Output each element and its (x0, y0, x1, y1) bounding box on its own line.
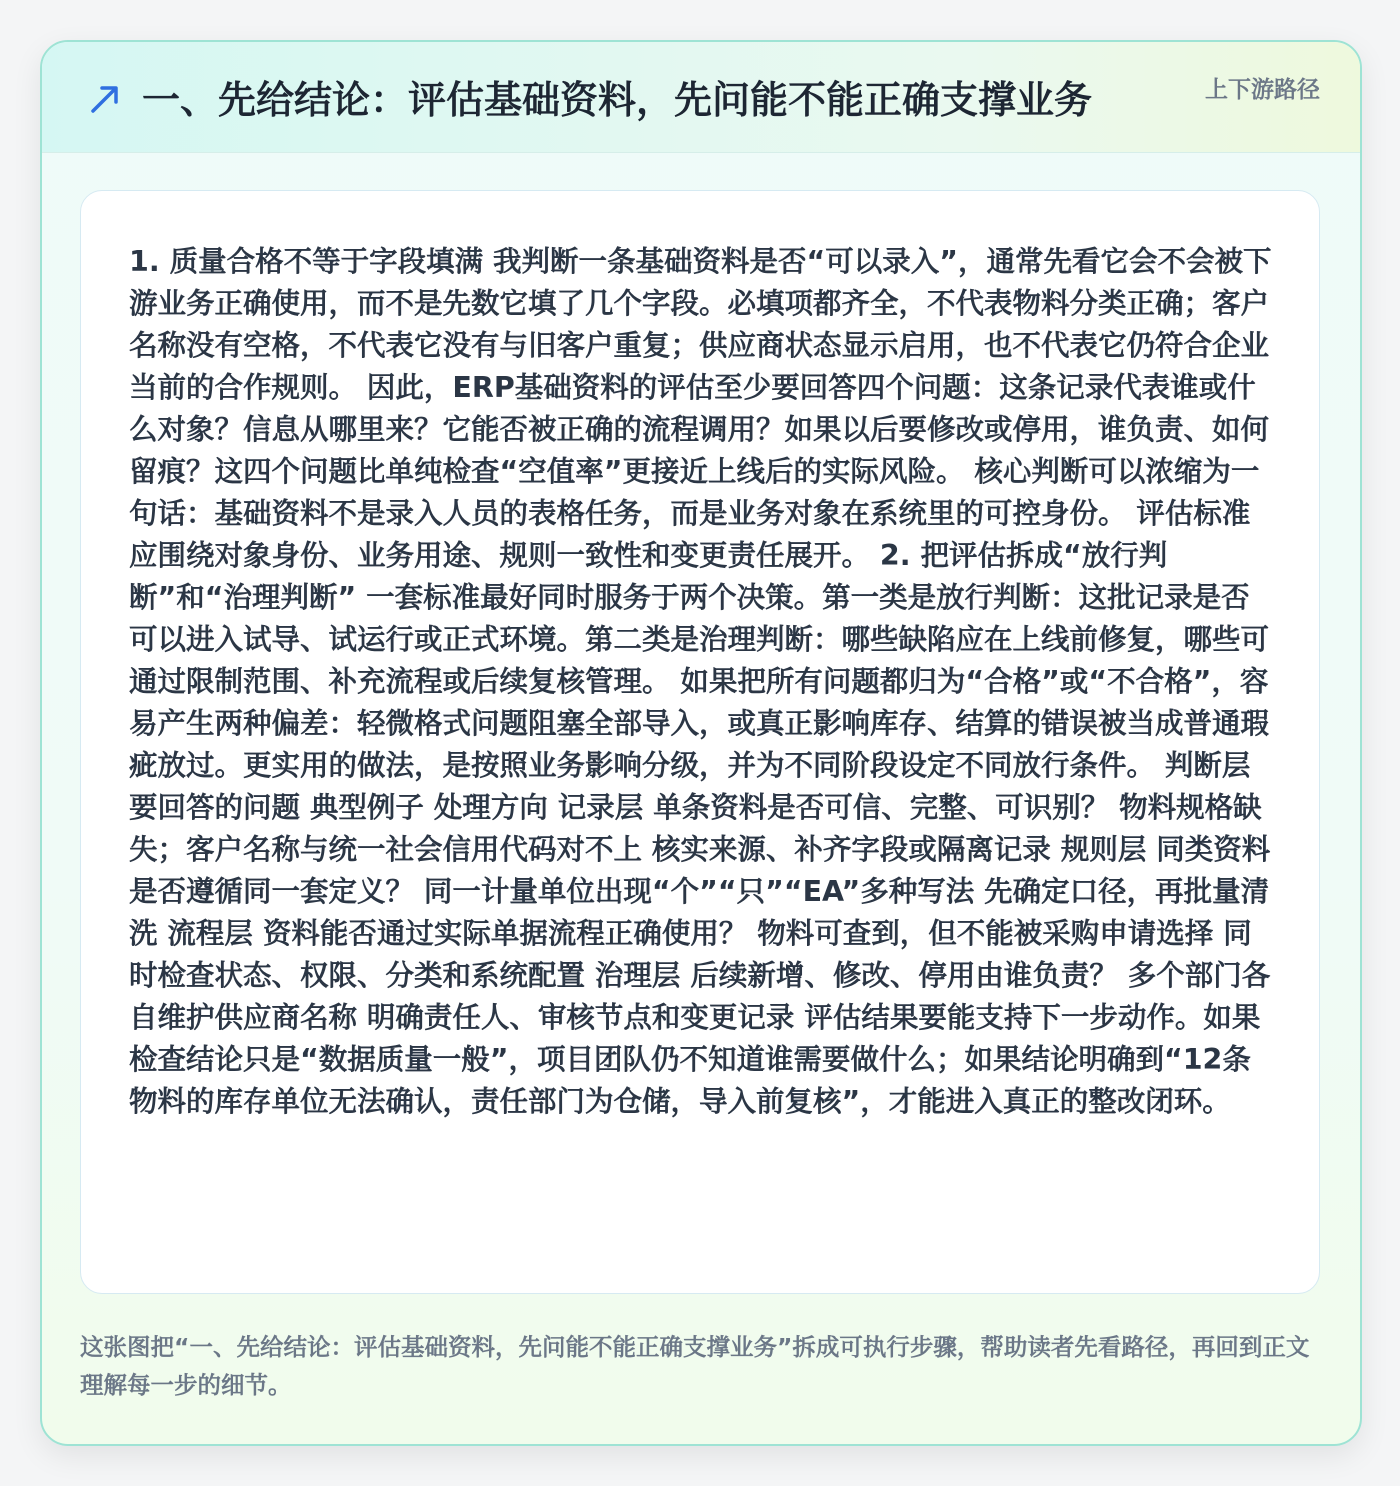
figure-caption: 这张图把“一、先给结论：评估基础资料，先问能不能正确支撑业务”拆成可执行步骤，帮助读者先看路径，再回到正文理解每一步的细节。 (80, 1333, 1310, 1399)
section-title: 一、先给结论：评估基础资料，先问能不能正确支撑业务 (142, 78, 1093, 122)
path-tag: 上下游路径 (1205, 77, 1320, 103)
figure-card (40, 40, 1362, 1446)
content-panel (80, 190, 1320, 1294)
body-paragraph: 1. 质量合格不等于字段填满 我判断一条基础资料是否“可以录入”，通常先看它会不会被下游业务正确使用，而不是先数它填了几个字段。必填项都齐全，不代表物料分类正确；客户名称没有空格，不代表它没有与旧客户重复；供应商状态显示启用，也不代表它仍符合企业当前的合作规则。 因此，ERP基础资料的评估至少要回答四个问题：这条记录代表谁或什么对象？信息从哪里来？它能否被正确的流程调用？如果以后要修改或停用，谁负责、如何留痕？这四个问题比单纯检查“空值率”更接近上线后的实际风险。 核心判断可以浓缩为一句话：基础资料不是录入人员的表格任务，而是业务对象在系统里的可控身份。 评估标准应围绕对象身份、业务用途、规则一致性和变更责任展开。 2. 把评估拆成“放行判断”和“治理判断” 一套标准最好同时服务于两个决策。第一类是放行判断：这批记录是否可以进入试导、试运行或正式环境。第二类是治理判断：哪些缺陷应在上线前修复，哪些可通过限制范围、补充流程或后续复核管理。 如果把所有问题都归为“合格”或“不合格”，容易产生两种偏差：轻微格式问题阻塞全部导入，或真正影响库存、结算的错误被当成普通瑕疵放过。更实用的做法，是按照业务影响分级，并为不同阶段设定不同放行条件。 判断层 要回答的问题 典型例子 处理方向 记录层 单条资料是否可信、完整、可识别？ 物料规格缺失；客户名称与统一社会信用代码对不上 核实来源、补齐字段或隔离记录 规则层 同类资料是否遵循同一套定义？ 同一计量单位出现“个”“只”“EA”多种写法 先确定口径，再批量清洗 流程层 资料能否通过实际单据流程正确使用？ 物料可查到，但不能被采购申请选择 同时检查状态、权限、分类和系统配置 治理层 后续新增、修改、停用由谁负责？ 多个部门各自维护供应商名称 明确责任人、审核节点和变更记录 评估结果要能支持下一步动作。如果检查结论只是“数据质量一般”，项目团队仍不知道谁需要做什么；如果结论明确到“12条物料的库存单位无法确认，责任部门为仓储，导入前复核”，才能进入真正的整改闭环。 (129, 245, 1272, 1118)
arrow-up-right-icon (88, 82, 122, 116)
card-header (42, 42, 1360, 153)
